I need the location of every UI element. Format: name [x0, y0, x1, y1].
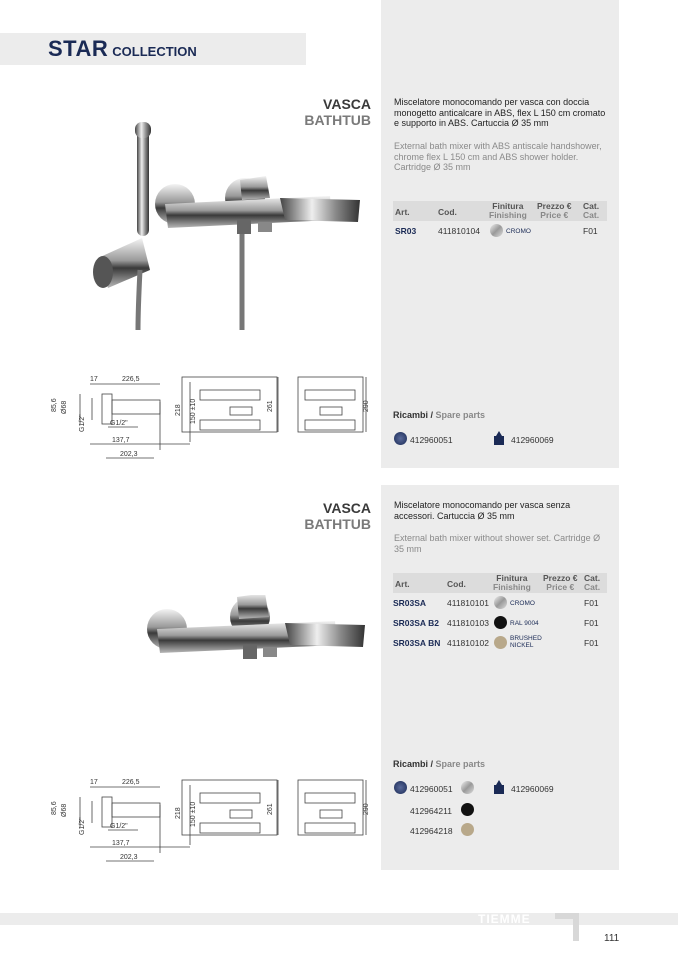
- section-1-title: VASCA BATHTUB: [304, 96, 371, 128]
- table-row: SR03 411810104 CROMO F01: [395, 226, 598, 236]
- spare-parts-title-1: Ricambi / Spare parts: [393, 410, 486, 420]
- spare-part-code: 412960051: [410, 784, 453, 794]
- description-italian-1: Miscelatore monocomando per vasca con doccia monogetto anticalcare in ABS, flex L 150 cm cromato e supporto in ABS. Cartuccia Ø 35 mm: [394, 97, 606, 128]
- finish-swatch-brushed-nickel: [494, 636, 507, 649]
- svg-text:137,7: 137,7: [112, 437, 130, 444]
- svg-text:150 ±10: 150 ±10: [190, 801, 197, 827]
- table-header: Art. Cod. Finitura Finishing Prezzo € Price € Cat. Cat.: [393, 201, 607, 221]
- brand-logo-mark: [555, 913, 595, 945]
- product-table-1: [393, 201, 607, 241]
- svg-text:G1/2": G1/2": [79, 817, 86, 835]
- description-english-2: External bath mixer without shower set. Cartridge Ø 35 mm: [394, 533, 601, 554]
- svg-text:218: 218: [175, 807, 182, 819]
- product-photo-sr03: [90, 120, 380, 335]
- page-number: 111: [604, 933, 620, 944]
- table-row: SR03SA 411810101 CROMO F01: [393, 598, 599, 608]
- svg-text:150 ±10: 150 ±10: [190, 398, 197, 424]
- svg-text:218: 218: [175, 404, 182, 416]
- svg-text:261: 261: [267, 803, 274, 815]
- svg-text:17: 17: [90, 779, 98, 786]
- collection-name: STAR: [48, 36, 109, 61]
- svg-text:202,3: 202,3: [120, 854, 138, 861]
- cartridge-icon: [394, 781, 407, 794]
- svg-text:85,6: 85,6: [51, 801, 58, 815]
- cartridge-icon: [394, 432, 407, 445]
- table-header: Art. Cod. Finitura Finishing Prezzo € Price € Cat. Cat.: [393, 573, 607, 593]
- product-photo-sr03sa: [145, 595, 375, 675]
- finish-swatch-ral9004: [461, 803, 474, 816]
- page-title: [48, 36, 197, 62]
- diverter-icon: [493, 780, 505, 794]
- finish-swatch-chrome: [490, 224, 503, 237]
- product-table-2: [393, 573, 607, 653]
- svg-text:Ø68: Ø68: [61, 400, 68, 414]
- svg-text:85,6: 85,6: [51, 398, 58, 412]
- svg-text:226,5: 226,5: [122, 779, 140, 786]
- svg-text:17: 17: [90, 376, 98, 383]
- svg-text:226,5: 226,5: [122, 376, 140, 383]
- diverter-icon: [493, 431, 505, 445]
- collection-label: COLLECTION: [112, 44, 197, 59]
- finish-swatch-ral9004: [494, 616, 507, 629]
- svg-text:261: 261: [267, 400, 274, 412]
- spare-parts-title-2: Ricambi / Spare parts: [393, 759, 486, 769]
- table-row: SR03SA BN 411810102 BRUSHED NICKEL F01: [393, 635, 599, 649]
- brand-logo: TIEMME: [478, 912, 531, 926]
- description-english-1: External bath mixer with ABS antiscale handshower, chrome flex L 150 cm and ABS shower holder. Cartridge Ø 35 mm: [394, 141, 602, 172]
- spare-part-code: 412960051: [410, 435, 453, 445]
- technical-drawing-2: [50, 775, 380, 867]
- spare-part-code: 412960069: [511, 784, 554, 794]
- section-2-title: VASCA BATHTUB: [304, 500, 371, 532]
- svg-text:137,7: 137,7: [112, 840, 130, 847]
- finish-swatch-chrome: [494, 596, 507, 609]
- finish-swatch-brushed-nickel: [461, 823, 474, 836]
- technical-drawing-1: [50, 372, 380, 464]
- finish-swatch-chrome: [461, 781, 474, 794]
- svg-text:G1/2": G1/2": [79, 414, 86, 432]
- spare-part-code: 412964218: [410, 826, 453, 836]
- table-row: SR03SA B2 411810103 RAL 9004 F01: [393, 618, 599, 628]
- spare-part-code: 412964211: [410, 806, 452, 816]
- svg-text:290: 290: [363, 400, 370, 412]
- svg-text:290: 290: [363, 803, 370, 815]
- svg-text:G1/2": G1/2": [110, 823, 128, 830]
- spare-part-code: 412960069: [511, 435, 554, 445]
- svg-text:Ø68: Ø68: [61, 803, 68, 817]
- description-italian-2: Miscelatore monocomando per vasca senza accessori. Cartuccia Ø 35 mm: [394, 500, 571, 521]
- svg-text:202,3: 202,3: [120, 451, 138, 458]
- svg-text:G1/2": G1/2": [110, 420, 128, 427]
